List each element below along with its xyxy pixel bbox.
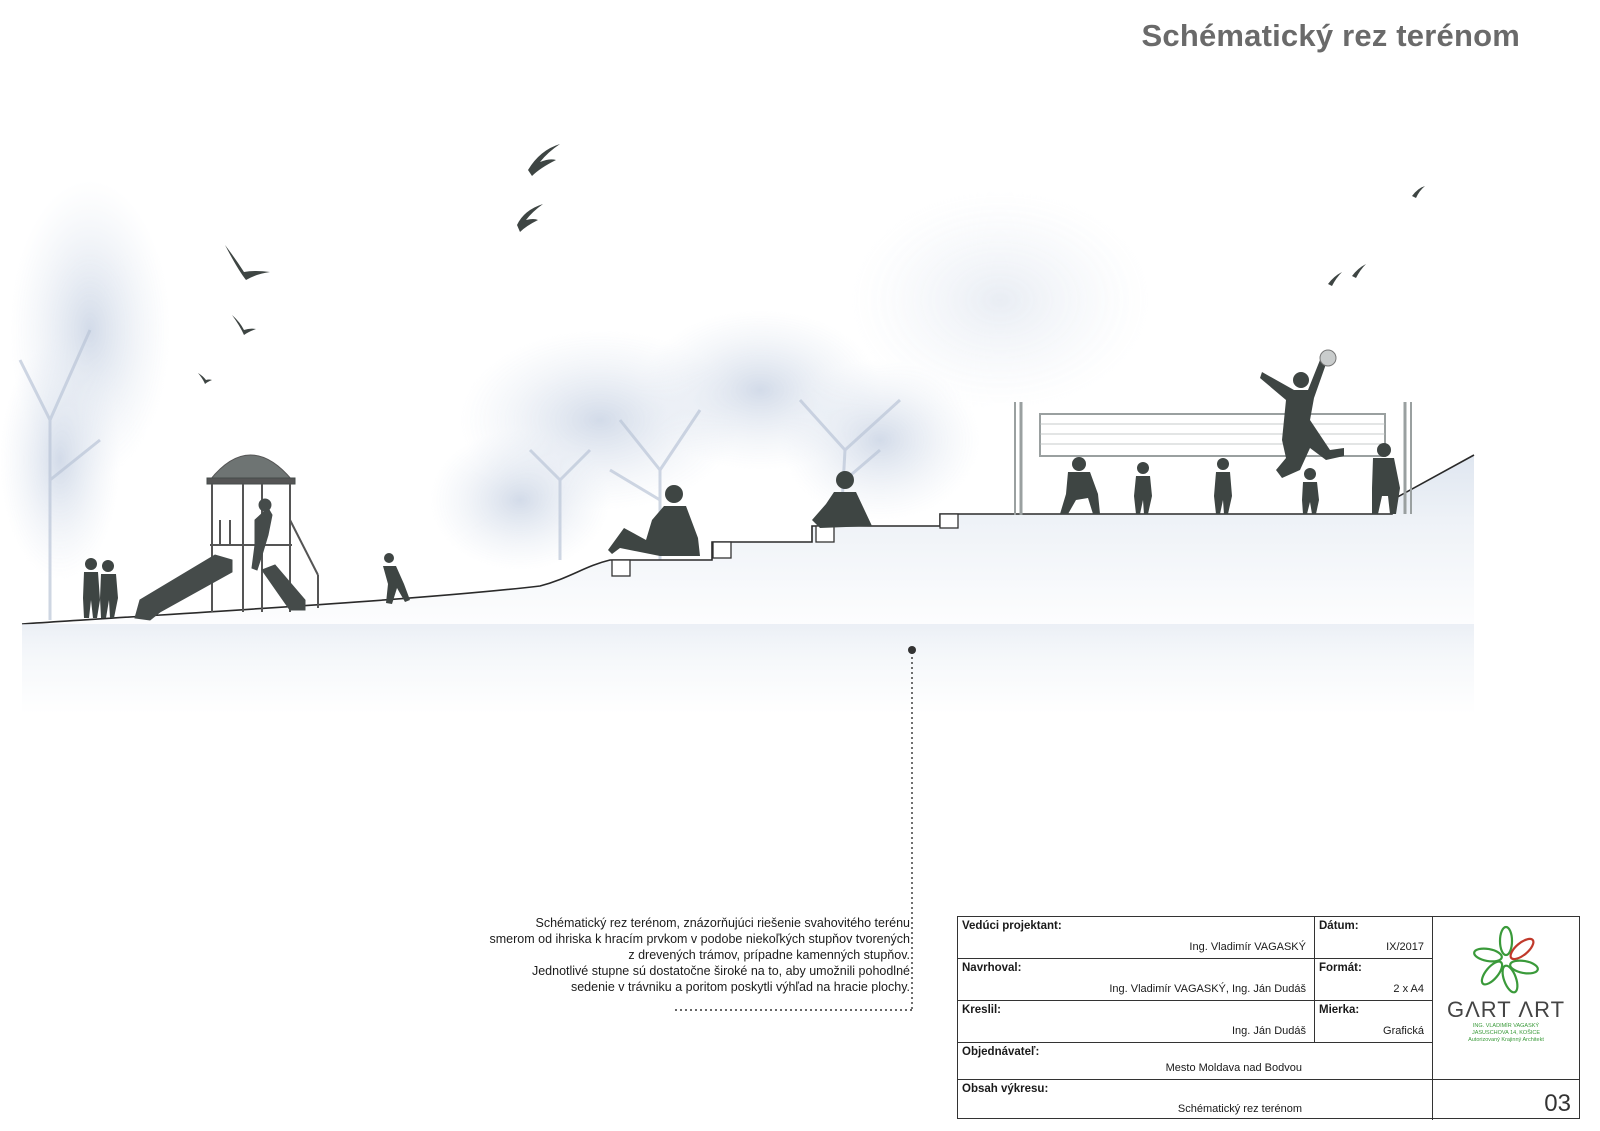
obsah-value: Schématický rez terénom <box>1177 1103 1302 1115</box>
logo-line: JASUSCHOVA 14, KOŠICE <box>1471 1030 1541 1036</box>
logo-line: ING. VLADIMÍR VAGASKÝ <box>1472 1023 1540 1029</box>
kreslil-label: Kreslil: <box>962 1004 1001 1016</box>
annotation-dot <box>908 646 916 654</box>
veduci-value: Ing. Vladimír VAGASKÝ <box>1189 941 1306 953</box>
objednavatel-cell <box>958 1043 1433 1080</box>
datum-value: IX/2017 <box>1386 941 1424 953</box>
veduci-cell <box>958 917 1315 959</box>
description-line: sedenie v trávniku a poritom poskytli výhľad na hracie plochy. <box>570 980 910 994</box>
obsah-label: Obsah výkresu: <box>962 1083 1049 1095</box>
kreslil-cell <box>958 1001 1315 1043</box>
description-line: smerom od ihriska k hracím prvkom v podobe niekoľkých stupňov tvorených <box>489 932 910 946</box>
volleyball-players <box>1060 360 1400 514</box>
obsah-cell <box>958 1080 1433 1120</box>
logo-cell <box>1433 917 1579 1080</box>
format-label: Formát: <box>1319 962 1362 974</box>
title-block <box>957 916 1580 1119</box>
datum-cell <box>1315 917 1433 959</box>
navrhoval-label: Navrhoval: <box>962 962 1022 974</box>
navrhoval-cell <box>958 959 1315 1001</box>
mierka-label: Mierka: <box>1319 1004 1360 1016</box>
volleyball <box>1320 350 1336 366</box>
datum-label: Dátum: <box>1319 920 1359 932</box>
logo-name: GΛRT ΛRT <box>1446 997 1566 1022</box>
mierka-value: Grafická <box>1383 1025 1424 1037</box>
kreslil-value: Ing. Ján Dudáš <box>1232 1025 1306 1037</box>
description-line: z drevených trámov, prípadne kamenných stupňov. <box>628 948 910 962</box>
objednavatel-label: Objednávateľ: <box>962 1046 1040 1058</box>
format-value: 2 x A4 <box>1393 983 1424 995</box>
flower-logo-icon <box>1464 923 1548 995</box>
sheet-title: Schématický rez terénom <box>1141 18 1520 53</box>
veduci-label: Vedúci projektant: <box>962 920 1062 932</box>
logo-line: Autorizovaný Krajinný Architekt <box>1468 1037 1544 1043</box>
description-line: Jednotlivé stupne sú dostatočne široké na to, aby umožnili pohodlné <box>531 964 910 978</box>
navrhoval-value: Ing. Vladimír VAGASKÝ, Ing. Ján Dudáš <box>1109 983 1306 995</box>
playground-tower <box>135 455 318 620</box>
format-cell <box>1315 959 1433 1001</box>
mierka-cell <box>1315 1001 1433 1043</box>
section-description <box>420 915 910 995</box>
objednavatel-value: Mesto Moldava nad Bodvou <box>1165 1062 1302 1074</box>
sheet-number: 03 <box>1544 1090 1571 1117</box>
description-line: Schématický rez terénom, znázorňujúci riešenie svahovitého terénu <box>535 916 910 930</box>
